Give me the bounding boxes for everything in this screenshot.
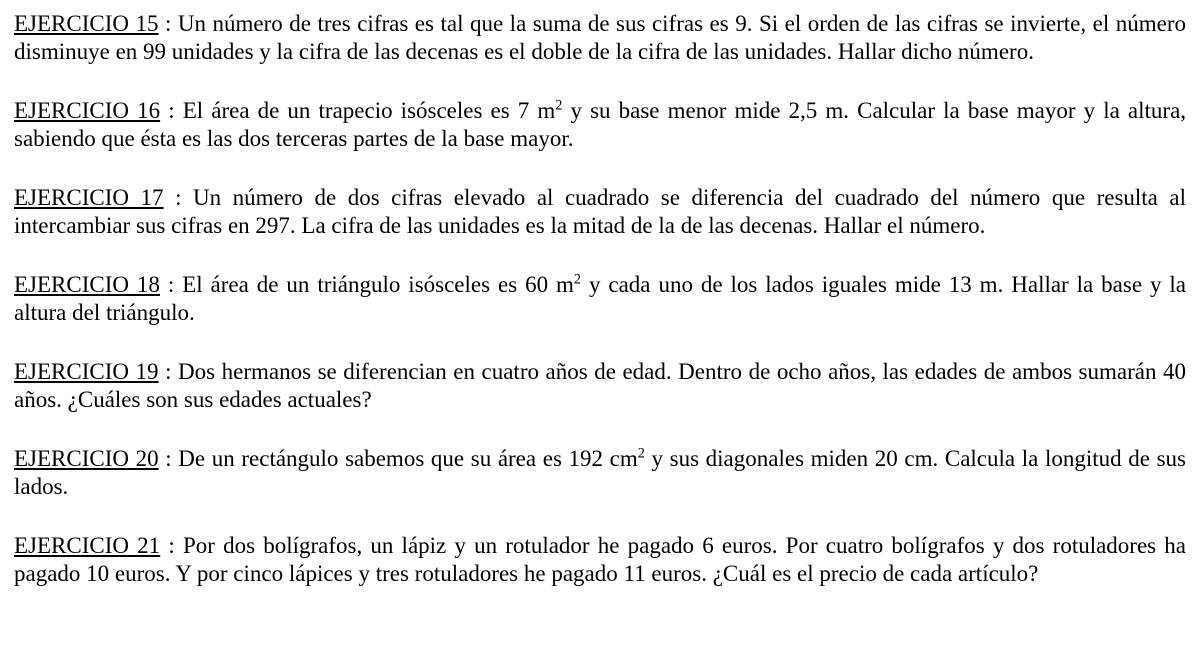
exercise-label: EJERCICIO 17 (14, 185, 164, 210)
exercise-separator: : (160, 533, 183, 558)
exercise-separator: : (158, 359, 179, 384)
exercise-text-segment: Por dos bolígrafos, un lápiz y un rotulador he pagado 6 euros. Por cuatro bolígrafos y dos rotuladores ha pagado 10 euros. Y por cinco lápices y tres rotuladores he pagado 11 euros. ¿Cuál es el precio de cada artículo? (14, 533, 1187, 586)
exercise-text (14, 446, 1186, 499)
exercise-16 (14, 97, 1186, 153)
exercise-19 (14, 358, 1186, 414)
exercise-21 (14, 532, 1186, 588)
exercise-20 (14, 445, 1186, 501)
exercise-label: EJERCICIO 19 (14, 359, 159, 384)
superscript-exponent: 2 (573, 271, 582, 288)
exercise-text-segment: Un número de tres cifras es tal que la suma de sus cifras es 9. Si el orden de las cifras se invierte, el número disminuye en 99 unidades y la cifra de las decenas es el doble de la cifra de las unidades. Hallar dicho número. (14, 11, 1187, 64)
exercise-separator: : (159, 272, 183, 297)
exercise-text-segment: y sus diagonales miden 20 cm. Calcula la longitud de sus lados. (14, 446, 1187, 499)
exercise-text-segment: Dos hermanos se diferencian en cuatro años de edad. Dentro de ocho años, las edades de ambos sumarán 40 años. ¿Cuáles son sus edades actuales? (14, 359, 1187, 412)
exercise-text-segment: y cada uno de los lados iguales mide 13 m. Hallar la base y la altura del triángulo. (14, 272, 1186, 325)
exercise-separator: : (158, 11, 178, 36)
exercise-text (14, 272, 1186, 325)
document-page (14, 10, 1186, 588)
exercise-label: EJERCICIO 21 (14, 533, 161, 558)
exercise-list (14, 10, 1186, 588)
exercise-text-segment: El área de un trapecio isósceles es 7 m (182, 98, 556, 123)
exercise-text-segment: De un rectángulo sabemos que su área es 192 cm (178, 446, 638, 471)
exercise-17 (14, 184, 1186, 240)
exercise-text-segment: El área de un triángulo isósceles es 60 m (182, 272, 574, 297)
exercise-separator: : (158, 446, 179, 471)
exercise-text (14, 533, 1186, 586)
exercise-text-segment: y su base menor mide 2,5 m. Calcular la base mayor y la altura, sabiendo que ésta es las dos terceras partes de la base mayor. (14, 98, 1187, 151)
exercise-separator: : (163, 185, 194, 210)
exercise-label: EJERCICIO 15 (14, 11, 159, 36)
exercise-15 (14, 10, 1186, 66)
exercise-text-segment: Un número de dos cifras elevado al cuadrado se diferencia del cuadrado del número que resulta al intercambiar sus cifras en 297. La cifra de las unidades es la mitad de la de las decenas. Hallar el número. (14, 185, 1187, 238)
exercise-text (14, 11, 1186, 64)
exercise-text (14, 359, 1186, 412)
exercise-text (14, 98, 1186, 151)
exercise-separator: : (160, 98, 183, 123)
exercise-18 (14, 271, 1186, 327)
superscript-exponent: 2 (555, 97, 563, 114)
exercise-label: EJERCICIO 16 (14, 98, 161, 123)
exercise-label: EJERCICIO 20 (14, 446, 159, 471)
exercise-label: EJERCICIO 18 (14, 272, 160, 297)
superscript-exponent: 2 (637, 445, 645, 462)
